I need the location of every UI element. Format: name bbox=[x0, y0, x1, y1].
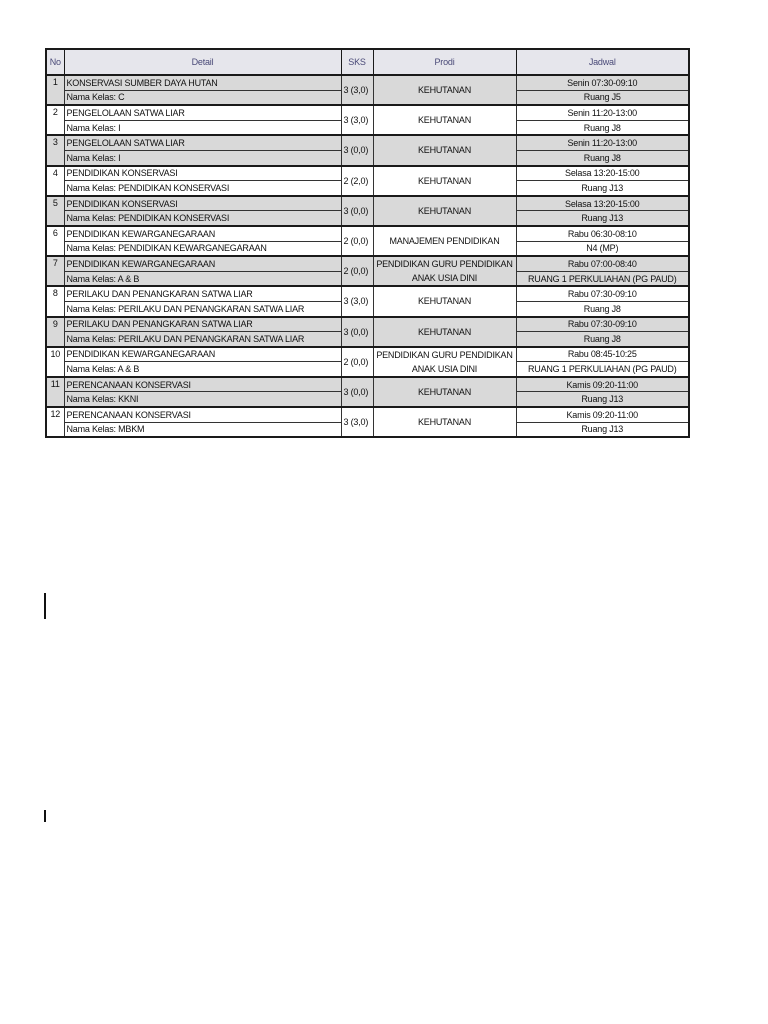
course-name: PENDIDIKAN KONSERVASI bbox=[64, 166, 341, 181]
sks-value: 3 (3,0) bbox=[341, 407, 373, 437]
class-name: Nama Kelas: A & B bbox=[64, 362, 341, 377]
schedule-time: Rabu 07:00-08:40 bbox=[516, 256, 689, 271]
schedule-time: Rabu 07:30-09:10 bbox=[516, 317, 689, 332]
course-name: PERILAKU DAN PENANGKARAN SATWA LIAR bbox=[64, 286, 341, 301]
room-name: RUANG 1 PERKULIAHAN (PG PAUD) bbox=[516, 362, 689, 377]
schedule-time: Senin 11:20-13:00 bbox=[516, 105, 689, 120]
room-name: Ruang J13 bbox=[516, 181, 689, 196]
row-number: 2 bbox=[46, 105, 64, 135]
table-row bbox=[46, 317, 689, 332]
schedule-time: Selasa 13:20-15:00 bbox=[516, 196, 689, 211]
schedule-time: Senin 07:30-09:10 bbox=[516, 75, 689, 90]
schedule-header bbox=[46, 49, 689, 75]
prodi-name: KEHUTANAN bbox=[373, 286, 516, 316]
header-sks: SKS bbox=[341, 49, 373, 75]
sks-value: 2 (2,0) bbox=[341, 166, 373, 196]
row-number: 10 bbox=[46, 347, 64, 377]
row-number: 12 bbox=[46, 407, 64, 437]
schedule-time: Rabu 07:30-09:10 bbox=[516, 286, 689, 301]
schedule-time: Kamis 09:20-11:00 bbox=[516, 407, 689, 422]
sks-value: 3 (3,0) bbox=[341, 105, 373, 135]
class-name: Nama Kelas: PENDIDIKAN KONSERVASI bbox=[64, 211, 341, 226]
course-name: PENDIDIKAN KEWARGANEGARAAN bbox=[64, 256, 341, 271]
sks-value: 3 (3,0) bbox=[341, 75, 373, 105]
row-number: 4 bbox=[46, 166, 64, 196]
table-row bbox=[46, 407, 689, 422]
schedule-time: Senin 11:20-13:00 bbox=[516, 135, 689, 150]
prodi-name: KEHUTANAN bbox=[373, 75, 516, 105]
class-name: Nama Kelas: A & B bbox=[64, 271, 341, 286]
class-name: Nama Kelas: PENDIDIKAN KONSERVASI bbox=[64, 181, 341, 196]
room-name: Ruang J13 bbox=[516, 392, 689, 407]
class-name: Nama Kelas: I bbox=[64, 120, 341, 135]
prodi-name: PENDIDIKAN GURU PENDIDIKAN ANAK USIA DINI bbox=[373, 256, 516, 286]
table-row bbox=[46, 347, 689, 362]
row-number: 5 bbox=[46, 196, 64, 226]
course-name: PENDIDIKAN KEWARGANEGARAAN bbox=[64, 226, 341, 241]
room-name: Ruang J8 bbox=[516, 150, 689, 165]
sks-value: 3 (0,0) bbox=[341, 196, 373, 226]
prodi-name: PENDIDIKAN GURU PENDIDIKAN ANAK USIA DINI bbox=[373, 347, 516, 377]
sks-value: 3 (0,0) bbox=[341, 377, 373, 407]
sks-value: 2 (0,0) bbox=[341, 226, 373, 256]
table-row bbox=[46, 105, 689, 120]
schedule-time: Rabu 08:45-10:25 bbox=[516, 347, 689, 362]
room-name: Ruang J13 bbox=[516, 422, 689, 437]
class-name: Nama Kelas: PERILAKU DAN PENANGKARAN SATWA LIAR bbox=[64, 332, 341, 347]
course-name: PERENCANAAN KONSERVASI bbox=[64, 407, 341, 422]
room-name: Ruang J8 bbox=[516, 120, 689, 135]
text-cursor-large bbox=[44, 593, 46, 619]
header-prodi: Prodi bbox=[373, 49, 516, 75]
schedule-table bbox=[45, 48, 690, 438]
header-jadwal: Jadwal bbox=[516, 49, 689, 75]
sks-value: 2 (0,0) bbox=[341, 347, 373, 377]
prodi-name: KEHUTANAN bbox=[373, 317, 516, 347]
course-name: PENDIDIKAN KONSERVASI bbox=[64, 196, 341, 211]
sks-value: 3 (0,0) bbox=[341, 135, 373, 165]
prodi-name: KEHUTANAN bbox=[373, 377, 516, 407]
room-name: RUANG 1 PERKULIAHAN (PG PAUD) bbox=[516, 271, 689, 286]
class-name: Nama Kelas: KKNI bbox=[64, 392, 341, 407]
class-name: Nama Kelas: MBKM bbox=[64, 422, 341, 437]
table-row bbox=[46, 256, 689, 271]
table-row bbox=[46, 377, 689, 392]
course-name: PENGELOLAAN SATWA LIAR bbox=[64, 105, 341, 120]
room-name: Ruang J8 bbox=[516, 301, 689, 316]
course-name: KONSERVASI SUMBER DAYA HUTAN bbox=[64, 75, 341, 90]
class-name: Nama Kelas: PENDIDIKAN KEWARGANEGARAAN bbox=[64, 241, 341, 256]
table-row bbox=[46, 166, 689, 181]
row-number: 3 bbox=[46, 135, 64, 165]
header-no: No bbox=[46, 49, 64, 75]
room-name: Ruang J13 bbox=[516, 211, 689, 226]
prodi-name: KEHUTANAN bbox=[373, 407, 516, 437]
table-row bbox=[46, 75, 689, 90]
header-detail: Detail bbox=[64, 49, 341, 75]
schedule-time: Kamis 09:20-11:00 bbox=[516, 377, 689, 392]
prodi-name: KEHUTANAN bbox=[373, 135, 516, 165]
row-number: 9 bbox=[46, 317, 64, 347]
table-row bbox=[46, 286, 689, 301]
header-row bbox=[46, 49, 689, 75]
class-name: Nama Kelas: I bbox=[64, 150, 341, 165]
table-row bbox=[46, 226, 689, 241]
prodi-name: KEHUTANAN bbox=[373, 166, 516, 196]
class-name: Nama Kelas: PERILAKU DAN PENANGKARAN SATWA LIAR bbox=[64, 301, 341, 316]
prodi-name: KEHUTANAN bbox=[373, 196, 516, 226]
row-number: 7 bbox=[46, 256, 64, 286]
class-name: Nama Kelas: C bbox=[64, 90, 341, 105]
course-name: PENGELOLAAN SATWA LIAR bbox=[64, 135, 341, 150]
schedule-body bbox=[46, 75, 689, 437]
table-row bbox=[46, 196, 689, 211]
row-number: 1 bbox=[46, 75, 64, 105]
row-number: 6 bbox=[46, 226, 64, 256]
course-name: PENDIDIKAN KEWARGANEGARAAN bbox=[64, 347, 341, 362]
prodi-name: KEHUTANAN bbox=[373, 105, 516, 135]
prodi-name: MANAJEMEN PENDIDIKAN bbox=[373, 226, 516, 256]
schedule-time: Selasa 13:20-15:00 bbox=[516, 166, 689, 181]
room-name: N4 (MP) bbox=[516, 241, 689, 256]
room-name: Ruang J8 bbox=[516, 332, 689, 347]
row-number: 11 bbox=[46, 377, 64, 407]
table-row bbox=[46, 135, 689, 150]
course-name: PERILAKU DAN PENANGKARAN SATWA LIAR bbox=[64, 317, 341, 332]
sks-value: 3 (0,0) bbox=[341, 317, 373, 347]
sks-value: 2 (0,0) bbox=[341, 256, 373, 286]
text-cursor-small bbox=[44, 810, 46, 822]
room-name: Ruang J5 bbox=[516, 90, 689, 105]
row-number: 8 bbox=[46, 286, 64, 316]
course-name: PERENCANAAN KONSERVASI bbox=[64, 377, 341, 392]
sks-value: 3 (3,0) bbox=[341, 286, 373, 316]
schedule-time: Rabu 06:30-08:10 bbox=[516, 226, 689, 241]
